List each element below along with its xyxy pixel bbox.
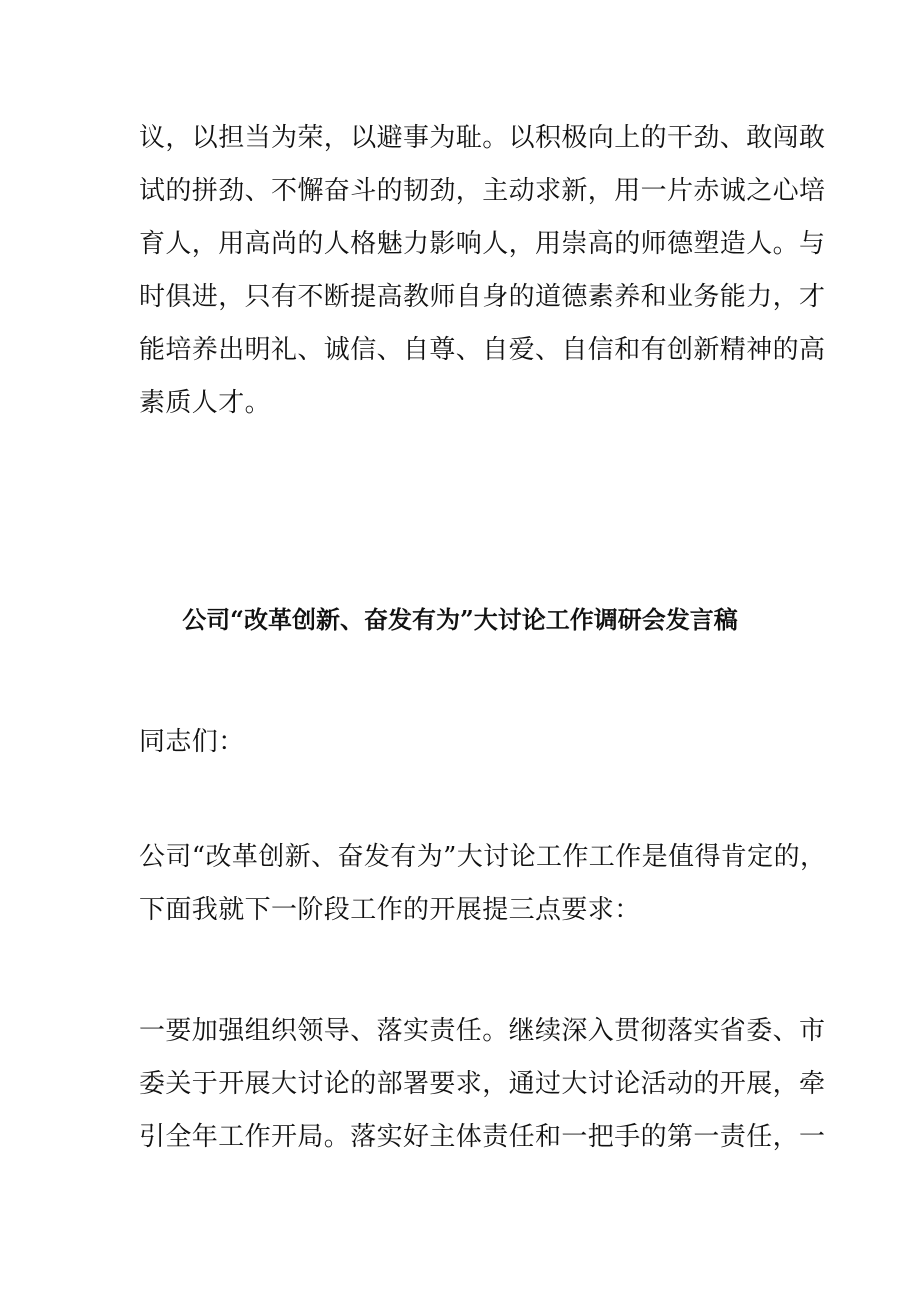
paragraph-line: 引全年工作开局。落实好主体责任和一把手的第一责任，一 xyxy=(139,1122,826,1152)
salutation xyxy=(139,716,789,769)
paragraph-line: 能培养出明礼、诚信、自尊、自爱、自信和有创新精神的高 xyxy=(139,335,826,365)
continuation-paragraph xyxy=(139,112,826,430)
paragraph-line: 育人，用高尚的人格魅力影响人，用崇高的师德塑造人。与 xyxy=(139,229,826,259)
paragraph-line: 素质人才。 xyxy=(139,388,272,418)
point-one-paragraph xyxy=(139,1005,826,1164)
intro-paragraph xyxy=(139,831,827,937)
paragraph-line: 委关于开展大讨论的部署要求，通过大讨论活动的开展，牵 xyxy=(139,1069,826,1099)
document-title: 公司“改革创新、奋发有为”大讨论工作调研会发言稿 xyxy=(182,605,738,634)
paragraph-line: 一要加强组织领导、落实责任。继续深入贯彻落实省委、市 xyxy=(139,1016,826,1046)
paragraph-line: 时俱进，只有不断提高教师自身的道德素养和业务能力，才 xyxy=(139,282,826,312)
paragraph-line: 下面我就下一阶段工作的开展提三点要求： xyxy=(139,895,641,925)
paragraph-line: 议，以担当为荣，以避事为耻。以积极向上的干劲、敢闯敢 xyxy=(139,123,826,153)
paragraph-line: 公司“改革创新、奋发有为”大讨论工作工作是值得肯定的， xyxy=(139,842,827,872)
paragraph-line: 试的拼劲、不懈奋斗的韧劲，主动求新，用一片赤诚之心培 xyxy=(139,176,826,206)
salutation-text: 同志们： xyxy=(139,727,245,757)
